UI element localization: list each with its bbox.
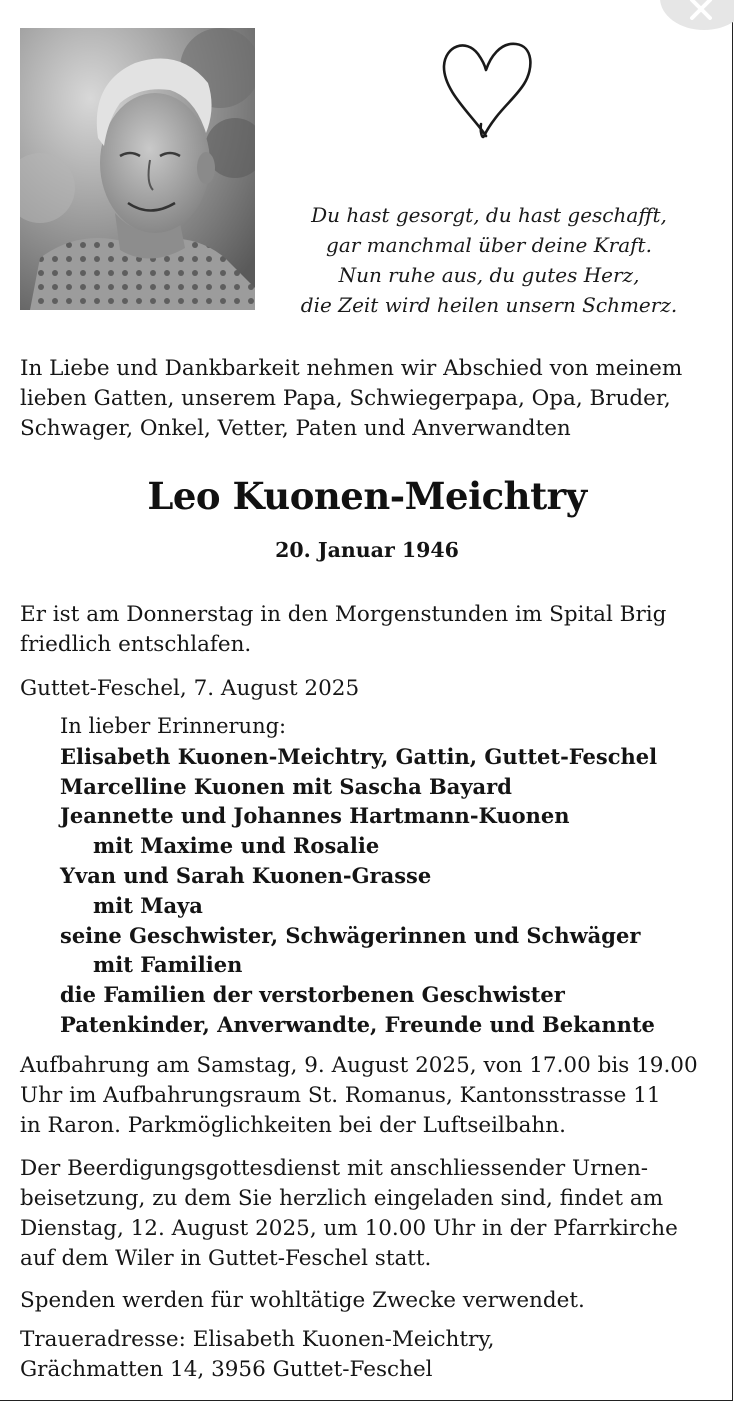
mourner-line: Jeannette und Johannes Hartmann-Kuonen (60, 803, 570, 829)
intro-line: Schwager, Onkel, Vetter, Paten und Anverwandten (20, 416, 571, 441)
funeral-line: beisetzung, zu dem Sie herzlich eingeladen sind, findet am (20, 1186, 664, 1211)
viewing-line: Uhr im Aufbahrungsraum St. Romanus, Kantonsstrasse 11 (20, 1083, 661, 1108)
donations-note (20, 1286, 720, 1316)
portrait-photo (20, 28, 255, 310)
poem-line: Du hast gesorgt, du hast geschafft, (311, 203, 667, 227)
viewing-line: in Raron. Parkmöglichkeiten bei der Luftseilbahn. (20, 1113, 566, 1138)
funeral-line: Dienstag, 12. August 2025, um 10.00 Uhr in der Pfarrkirche (20, 1216, 678, 1241)
mourners-list (60, 712, 720, 1040)
funeral-line: Der Beerdigungsgottesdienst mit anschliessender Urnen- (20, 1156, 649, 1181)
mourner-line: die Familien der verstorbenen Geschwister (60, 982, 565, 1008)
donations-line: Spenden werden für wohltätige Zwecke verwendet. (20, 1288, 585, 1313)
intro-line: lieben Gatten, unserem Papa, Schwiegerpapa, Opa, Bruder, (20, 386, 671, 411)
mourners-heading: In lieber Erinnerung: (60, 714, 287, 738)
heart-icon (438, 36, 538, 142)
mourner-line: Elisabeth Kuonen-Meichtry, Gattin, Guttet-Feschel (60, 743, 658, 769)
funeral-line: auf dem Wiler in Guttet-Feschel statt. (20, 1246, 432, 1271)
intro-text (20, 354, 720, 444)
mourner-line: Patenkinder, Anverwandte, Freunde und Bekannte (60, 1011, 655, 1037)
address-line: Grächmatten 14, 3956 Guttet-Feschel (20, 1357, 433, 1382)
mourner-line: mit Familien (93, 952, 243, 978)
address-line: Traueradresse: Elisabeth Kuonen-Meichtry, (20, 1327, 495, 1352)
death-notice (20, 600, 720, 660)
mourner-line: seine Geschwister, Schwägerinnen und Schwäger (60, 922, 641, 948)
close-icon (688, 0, 714, 22)
mourner-line: Yvan und Sarah Kuonen-Grasse (60, 862, 432, 888)
viewing-line: Aufbahrung am Samstag, 9. August 2025, von 17.00 bis 19.00 (20, 1053, 698, 1078)
condolence-address (20, 1325, 720, 1385)
poem-line: die Zeit wird heilen unsern Schmerz. (300, 293, 678, 317)
intro-line: In Liebe und Dankbarkeit nehmen wir Abschied von meinem (20, 356, 683, 381)
poem-line: gar manchmal über deine Kraft. (326, 233, 652, 257)
birth-date: 20. Januar 1946 (275, 538, 459, 562)
deceased-name: Leo Kuonen-Meichtry (147, 474, 587, 518)
mourner-line: mit Maya (93, 892, 203, 918)
poem-line: Nun ruhe aus, du gutes Herz, (338, 263, 640, 287)
viewing-info (20, 1051, 720, 1141)
place-date-line: Guttet-Feschel, 7. August 2025 (20, 676, 360, 701)
place-date (20, 674, 720, 704)
mourner-line: Marcelline Kuonen mit Sascha Bayard (60, 773, 512, 799)
death-notice-line: Er ist am Donnerstag in den Morgenstunden im Spital Brig (20, 602, 667, 627)
funeral-info (20, 1154, 720, 1274)
poem (300, 200, 678, 320)
mourner-line: mit Maxime und Rosalie (93, 833, 380, 859)
death-notice-line: friedlich entschlafen. (20, 632, 252, 657)
